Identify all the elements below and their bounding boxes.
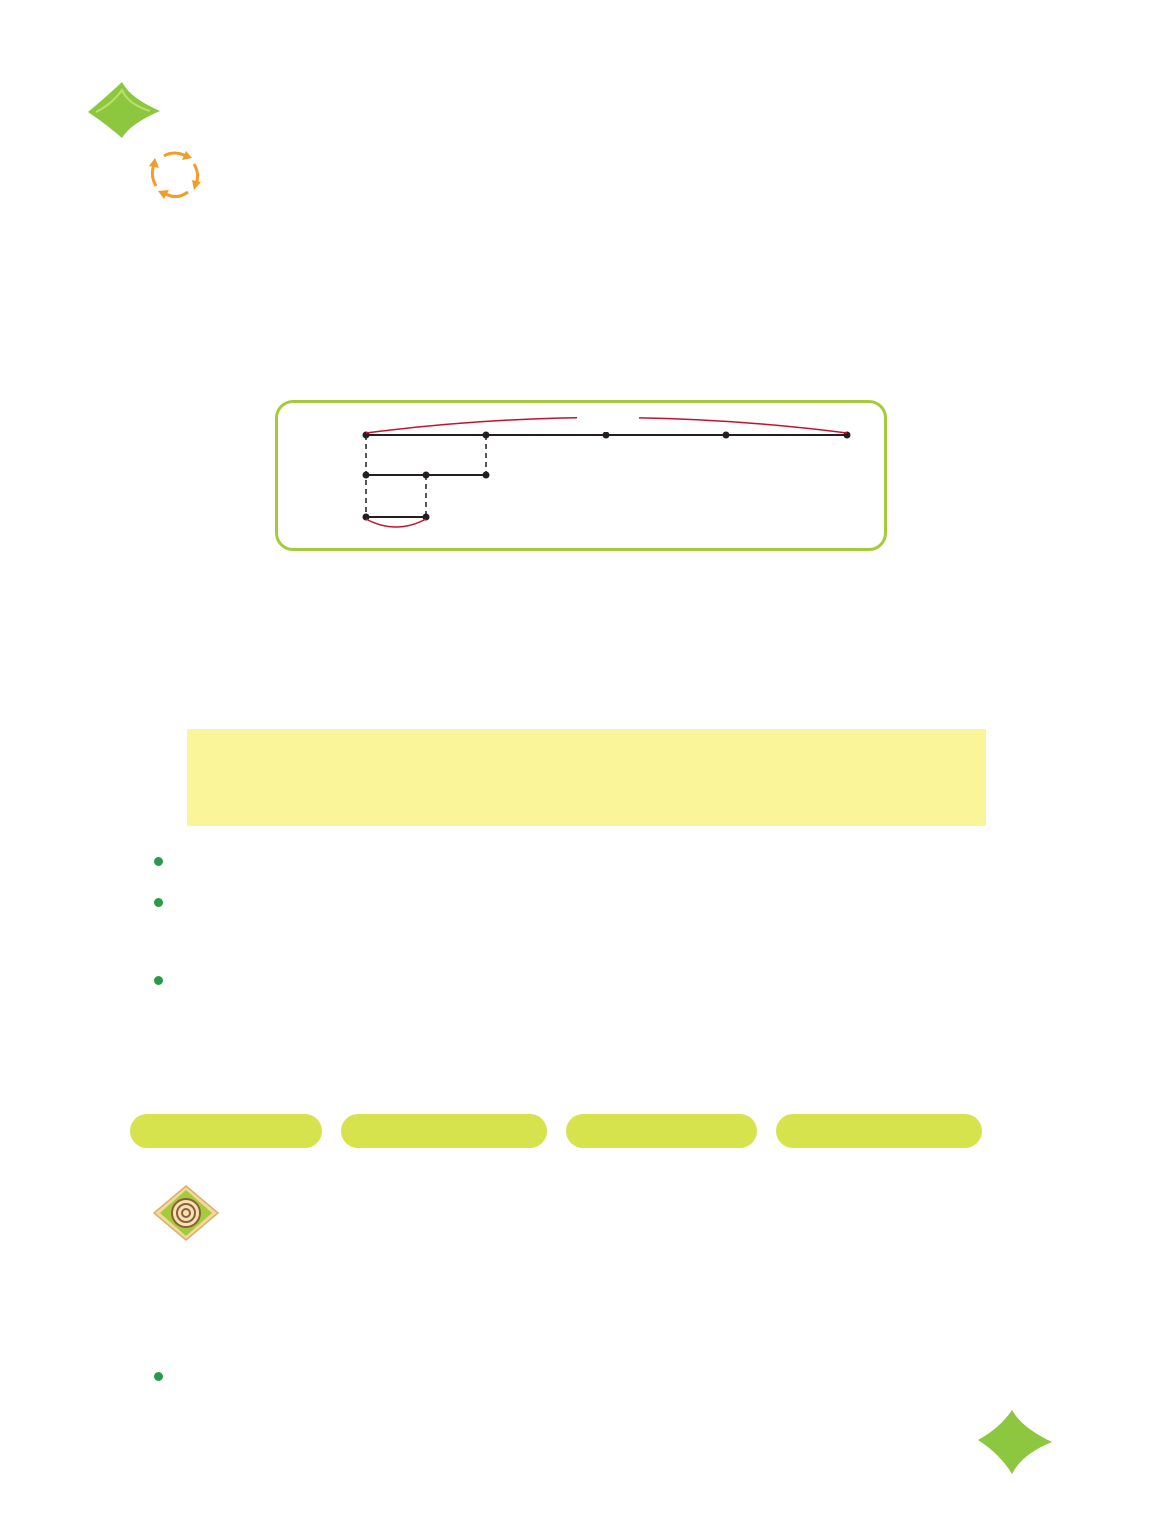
cycle-arrows-icon: [144, 146, 206, 204]
maze-diamond-icon: [152, 1184, 220, 1242]
time-pill: [566, 1114, 757, 1148]
time-pill: [776, 1114, 982, 1148]
bullet: [154, 976, 163, 985]
subtask-text: [187, 1357, 200, 1397]
footer-decoration: [970, 1408, 1162, 1480]
remember-box: [187, 729, 986, 826]
bullet: [154, 898, 163, 907]
header-decoration: [0, 80, 1162, 140]
segment-scheme: [275, 400, 887, 552]
problem-text: [153, 1272, 1055, 1312]
bullet: [154, 1372, 163, 1381]
bullet: [154, 857, 163, 866]
time-pill: [341, 1114, 547, 1148]
leaf-ornament-icon: [978, 1410, 1052, 1474]
time-pill: [130, 1114, 322, 1148]
